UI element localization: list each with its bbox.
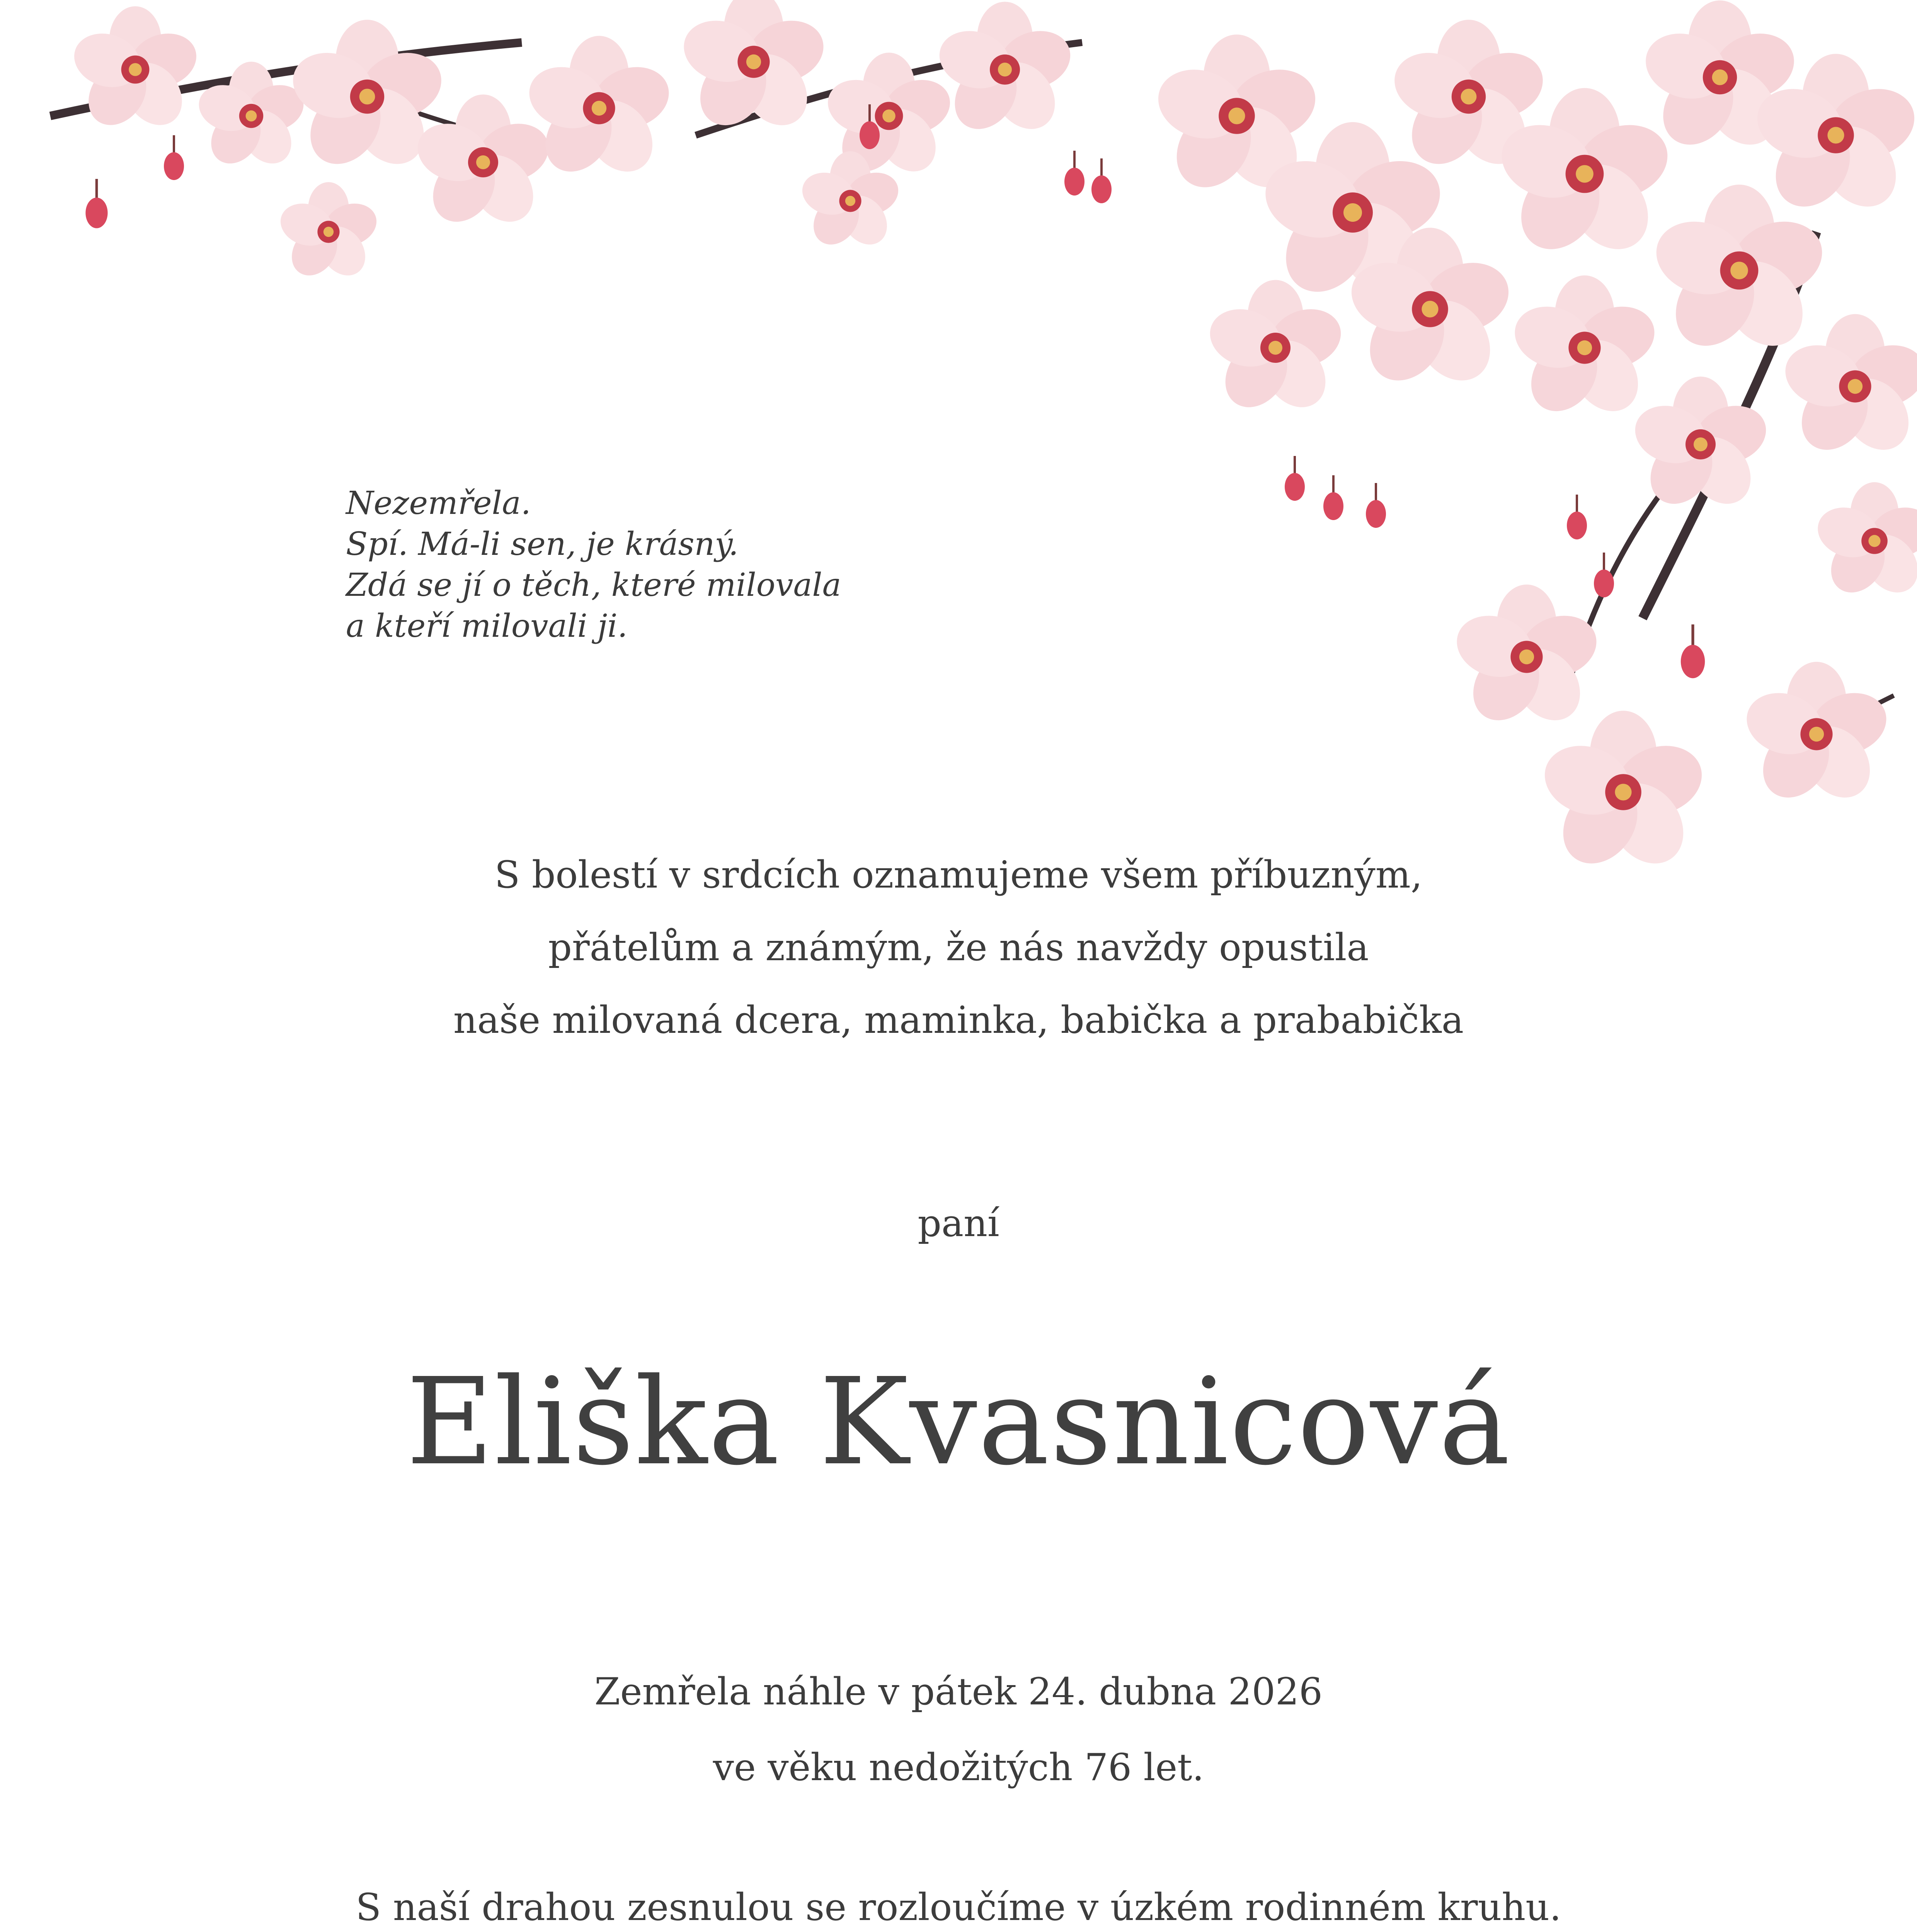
death-info-line: ve věku nedožitých 76 let. [713,1746,1204,1789]
deceased-name: Eliška Kvasnicová [406,1352,1511,1492]
cherry-blossom-illustration [0,0,1917,927]
farewell-text: S naší drahou zesnulou se rozloučíme v úzkém rodinném kruhu. [356,1886,1561,1929]
death-info [0,1654,1917,1805]
poem-line: Zdá se jí o těch, které milovala [346,567,841,604]
poem-line: Nezemřela. [346,485,531,522]
announcement-line: S bolestí v srdcích oznamujeme všem příbuzným, [494,853,1423,896]
poem-line: Spí. Má-li sen, je krásný. [346,526,739,563]
death-info-line: Zemřela náhle v pátek 24. dubna 2026 [594,1670,1323,1713]
honorific: paní [918,1202,999,1245]
announcement-line: přátelům a známým, že nás navždy opustila [548,926,1369,969]
announcement-text [0,838,1917,1056]
announcement-line: naše milovaná dcera, maminka, babička a prababička [453,998,1464,1042]
poem-line: a kteří milovali ji. [346,608,628,645]
poem [346,483,964,647]
